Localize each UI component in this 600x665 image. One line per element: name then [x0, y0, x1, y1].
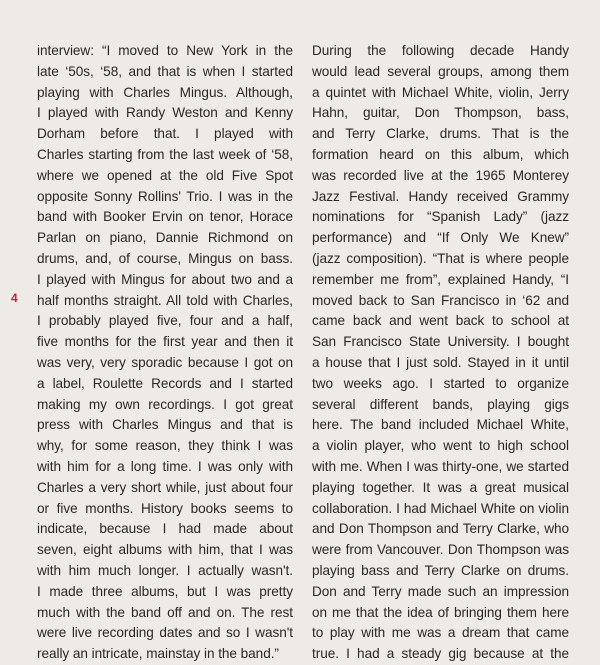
text-line: Parlan on piano, Dannie Richmond on	[37, 230, 293, 246]
text-line: true. I had a steady gig because at the	[312, 646, 569, 662]
text-line: were live recording dates and so I wasn't	[37, 625, 293, 641]
text-line: on me that the idea of bringing them here	[312, 604, 569, 620]
page-number: 4	[11, 291, 18, 305]
right-column-text	[312, 41, 569, 665]
text-line: were from Vancouver. Don Thompson was	[312, 542, 569, 558]
text-line: drums, and, of course, Mingus on bass.	[37, 250, 293, 266]
text-line: came back and went back to school at	[312, 313, 569, 329]
text-line: playing bass and Terry Clarke on drums.	[312, 562, 569, 578]
text-line: five months for the first year and then it	[37, 334, 293, 350]
text-line: a violin player, who went to high school	[312, 438, 569, 454]
text-line: moved back to San Francisco in ‘62 and	[312, 292, 569, 308]
text-line: and Don Thompson and Terry Clarke, who	[312, 521, 569, 537]
text-line: or five months. History books seems to	[37, 500, 293, 516]
text-line: two weeks ago. I started to organize	[312, 375, 569, 391]
text-line: I played with Randy Weston and Kenny	[37, 105, 293, 121]
text-line: a label, Roulette Records and I started	[37, 375, 293, 391]
text-line: half months straight. All told with Charles,	[37, 292, 293, 308]
text-line: remember me from”, explained Handy, “I	[312, 271, 569, 287]
text-line: band with Booker Ervin on tenor, Horace	[37, 209, 293, 225]
left-column-text	[37, 41, 293, 665]
text-line: with him much longer. I actually wasn't.	[37, 562, 293, 578]
text-line: performance) and “If Only We Knew”	[312, 230, 569, 246]
text-line: with me. When I was thirty-one, we started	[312, 458, 569, 474]
text-line: interview: “I moved to New York in the	[37, 43, 293, 58]
text-line: was very, very sporadic because I got on	[37, 354, 293, 370]
text-line: I made three albums, but I was pretty	[37, 583, 293, 599]
text-line: opposite Sonny Rollins' Trio. I was in the	[37, 188, 293, 204]
text-line: Charles starting from the last week of ‘58,	[37, 146, 293, 162]
text-line: During the following decade Handy	[312, 43, 569, 58]
text-line: I played with Mingus for about two and a	[37, 271, 293, 287]
text-line: several different bands, playing gigs	[312, 396, 569, 412]
text-line: much with the band off and on. The rest	[37, 604, 293, 620]
text-line: San Francisco State University. I bought	[312, 334, 569, 350]
text-line: I probably played five, four and a half,	[37, 313, 293, 329]
text-line: and Terry Clarke, drums. That is the	[312, 126, 569, 142]
text-line: (jazz composition). “That is where people	[312, 250, 569, 266]
text-line: collaboration. I had Michael White on violin	[312, 500, 569, 516]
text-line: here. The band included Michael White,	[312, 417, 569, 433]
text-line: formation heard on this album, which	[312, 146, 569, 162]
text-line: Dorham before that. I played with	[37, 126, 293, 142]
text-line: with him for a long time. I was only with	[37, 458, 293, 474]
text-line: playing together. It was a great musical	[312, 479, 569, 495]
text-line: Charles a very short while, just about four	[37, 479, 293, 495]
text-line: press with Charles Mingus and that is	[37, 417, 293, 433]
text-line: playing with Charles Mingus. Although,	[37, 84, 293, 100]
text-line: really an intricate, mainstay in the band.”	[37, 646, 279, 662]
text-line: seven, eight albums with him, that I was	[37, 542, 293, 558]
text-line: would lead several groups, among them	[312, 63, 569, 79]
text-line: why, for some reason, they think I was	[37, 438, 293, 454]
text-line: nominations for “Spanish Lady” (jazz	[312, 209, 569, 225]
text-line: Don and Terry made such an impression	[312, 583, 569, 599]
text-line: late ‘50s, ‘58, and that is when I started	[37, 63, 293, 79]
text-line: was recorded live at the 1965 Monterey	[312, 167, 569, 183]
text-line: a quintet with Michael White, violin, Jerry	[312, 84, 569, 100]
text-line: where we opened at the old Five Spot	[37, 167, 293, 183]
text-line: Hahn, guitar, Don Thompson, bass,	[312, 105, 569, 121]
text-line: a house that I just sold. Stayed in it until	[312, 354, 569, 370]
text-line: indicate, because I had made about	[37, 521, 293, 537]
text-line: Jazz Festival. Handy received Grammy	[312, 188, 569, 204]
text-line: making my own recordings. I got great	[37, 396, 293, 412]
text-line: to play with me was a dream that came	[312, 625, 569, 641]
